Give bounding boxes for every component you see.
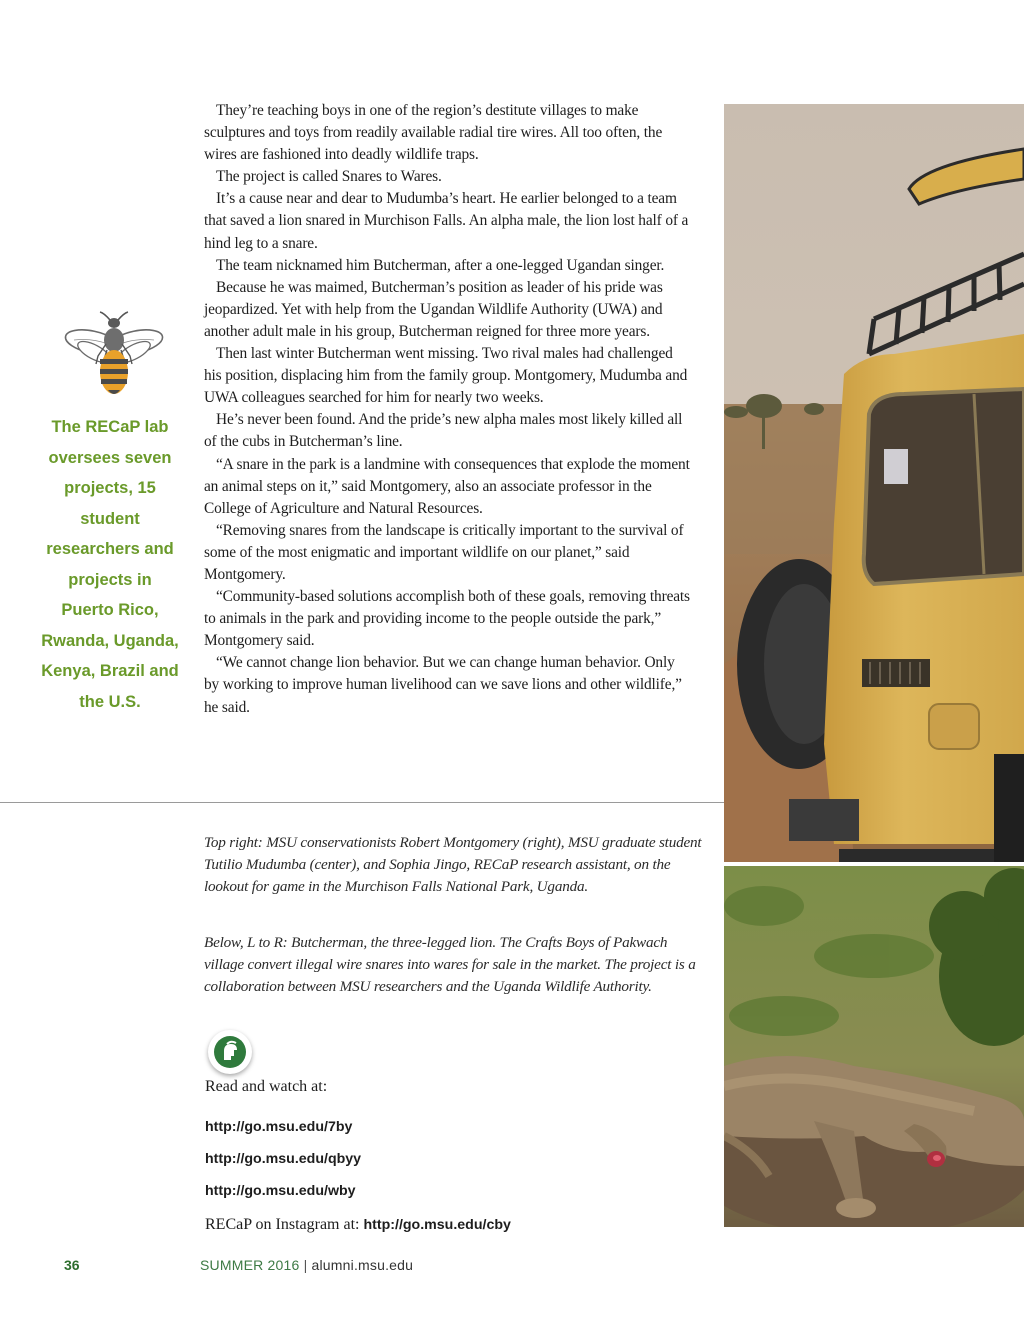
article-paragraph: The team nicknamed him Butcherman, after a one-legged Ugandan singer. <box>216 256 665 274</box>
instagram-link[interactable]: http://go.msu.edu/cby <box>363 1217 511 1233</box>
msu-spartan-logo-icon <box>208 1030 252 1074</box>
article-paragraph: “Community-based solutions accomplish both of these goals, removing threats to animals in the park and providing income to the people outside the park,” Montgomery said. <box>204 588 690 650</box>
article-body <box>204 100 690 719</box>
article-paragraph: The project is called Snares to Wares. <box>216 168 442 186</box>
article-paragraph: They’re teaching boys in one of the region’s destitute villages to make sculptures and toys from readily available radial tire wires. All too often, the wires are fashioned into deadly wildlife traps. <box>204 102 663 164</box>
pull-quote: The RECaP lab oversees seven projects, 15 student researchers and projects in Puerto Rico, Rwanda, Uganda, Kenya, Brazil and the U.S. <box>41 418 179 711</box>
article-paragraph: He’s never been found. And the pride’s new alpha males most likely killed all of the cubs in Butcherman’s line. <box>204 411 683 451</box>
instagram-line <box>205 1216 511 1234</box>
footer-separator: | <box>303 1257 308 1273</box>
section-divider <box>0 802 724 803</box>
article-paragraph: “We cannot change lion behavior. But we can change human behavior. Only by working to improve human livelihood can we save lions and other wildlife,” he said. <box>204 654 682 716</box>
photo-caption-top: Top right: MSU conservationists Robert Montgomery (right), MSU graduate student Tutilio Mudumba (center), and Sophia Jingo, RECaP research assistant, on the lookout for game in the Murchison Falls National Park, Uganda. <box>204 834 702 895</box>
footer-site: alumni.msu.edu <box>311 1257 414 1273</box>
safari-vehicle-photo <box>724 104 1024 862</box>
article-paragraph: “Removing snares from the landscape is critically important to the survival of some of the most enigmatic and important wildlife on our planet,” said Montgomery. <box>204 521 684 583</box>
butcherman-lion-photo <box>724 866 1024 1227</box>
bee-icon <box>62 310 166 400</box>
article-paragraph: Then last winter Butcherman went missing. Two rival males had challenged his position, displacing him from the family group. Montgomery, Mudumba and UWA colleagues searched for him for nearly two weeks. <box>204 345 688 407</box>
article-paragraph: It’s a cause near and dear to Mudumba’s heart. He earlier belonged to a team that saved a lion snared in Murchison Falls. An alpha male, the lion lost half of a hind leg to a snare. <box>204 190 689 252</box>
link-7by[interactable]: http://go.msu.edu/7by <box>205 1119 353 1135</box>
issue-date: SUMMER 2016 <box>200 1257 300 1273</box>
issue-footer <box>200 1257 413 1273</box>
article-paragraph: “A snare in the park is a landmine with consequences that explode the moment an animal steps on it,” said Montgomery, also an associate professor in the College of Agriculture and Natural Resources. <box>204 455 690 517</box>
article-paragraph: Because he was maimed, Butcherman’s position as leader of his pride was jeopardized. Yet with help from the Ugandan Wildlife Authority (UWA) and another adult male in his group, Butcherman reigned for three more years. <box>204 278 663 340</box>
read-watch-label: Read and watch at: <box>205 1078 328 1095</box>
page-number: 36 <box>64 1257 80 1273</box>
link-wby[interactable]: http://go.msu.edu/wby <box>205 1183 356 1199</box>
instagram-label: RECaP on Instagram at: <box>205 1216 364 1233</box>
photo-caption-below: Below, L to R: Butcherman, the three-legged lion. The Crafts Boys of Pakwach village convert illegal wire snares into wares for sale in the market. The project is a collaboration between MSU researchers and the Uganda Wildlife Authority. <box>204 934 696 995</box>
link-qbyy[interactable]: http://go.msu.edu/qbyy <box>205 1151 362 1167</box>
